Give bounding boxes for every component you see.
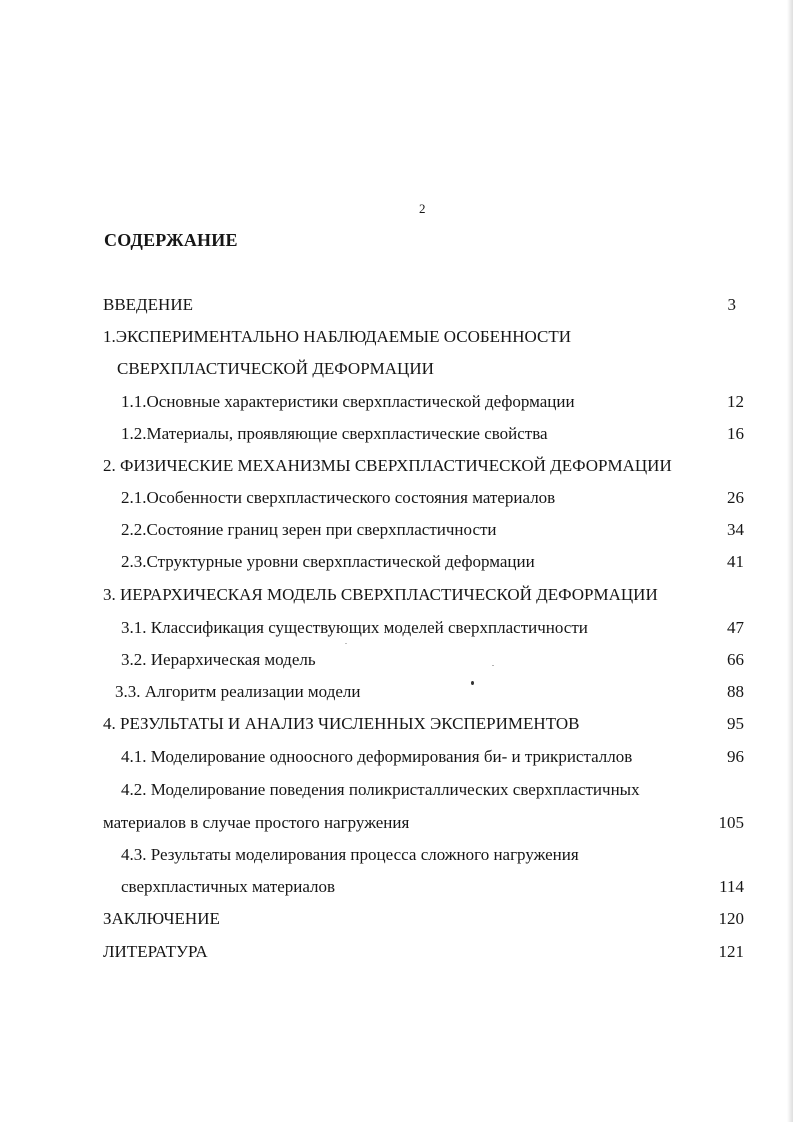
toc-entry-title: 2.3.Структурные уровни сверхпластической деформации: [121, 552, 535, 571]
scan-speck: [471, 681, 474, 685]
toc-entry-title: ЛИТЕРАТУРА: [103, 942, 208, 961]
toc-entry-page: 95: [727, 714, 744, 733]
toc-entry-title: 3. ИЕРАРХИЧЕСКАЯ МОДЕЛЬ СВЕРХПЛАСТИЧЕСКОЙ ДЕФОРМАЦИИ: [103, 585, 658, 604]
toc-entry-page: 105: [718, 813, 744, 832]
toc-entry-page: 120: [718, 909, 744, 928]
toc-entry-title: 2.2.Состояние границ зерен при сверхпластичности: [121, 520, 497, 539]
toc-entry-page: 26: [727, 488, 744, 507]
scan-speck: [492, 665, 494, 666]
toc-entry-title: 1.2.Материалы, проявляющие сверхпластические свойства: [121, 424, 548, 443]
toc-entry-page: 3: [727, 295, 736, 314]
toc-entry-page: 47: [727, 618, 744, 637]
scan-edge-shadow: [787, 0, 793, 1122]
toc-entry-title: 4.2. Моделирование поведения поликристаллических сверхпластичных: [121, 780, 640, 799]
toc-entry-title: 1.1.Основные характеристики сверхпластической деформации: [121, 392, 575, 411]
toc-entry-title: 2. ФИЗИЧЕСКИЕ МЕХАНИЗМЫ СВЕРХПЛАСТИЧЕСКОЙ ДЕФОРМАЦИИ: [103, 456, 672, 475]
toc-entry-title: ВВЕДЕНИЕ: [103, 295, 193, 314]
scan-speck: [345, 643, 347, 644]
toc-entry-title: 1.ЭКСПЕРИМЕНТАЛЬНО НАБЛЮДАЕМЫЕ ОСОБЕННОСТИ: [103, 327, 572, 346]
toc-entry-title: 4.3. Результаты моделирования процесса сложного нагружения: [121, 845, 579, 864]
toc-entry-title: 2.1.Особенности сверхпластического состояния материалов: [121, 488, 556, 507]
toc-heading: СОДЕРЖАНИЕ: [104, 230, 238, 250]
toc-entry-page: 114: [719, 877, 744, 896]
toc-entry-page: 66: [727, 650, 744, 669]
toc-entry-page: 34: [727, 520, 744, 539]
toc-entry-page: 16: [727, 424, 744, 443]
toc-entry-page: 88: [727, 682, 744, 701]
toc-entry-title-continued: сверхпластичных материалов: [121, 877, 336, 896]
toc-entry-title-continued: СВЕРХПЛАСТИЧЕСКОЙ ДЕФОРМАЦИИ: [117, 359, 434, 378]
toc-entry-title: 4. РЕЗУЛЬТАТЫ И АНАЛИЗ ЧИСЛЕННЫХ ЭКСПЕРИМЕНТОВ: [103, 714, 580, 733]
toc-entry-title-continued: материалов в случае простого нагружения: [103, 813, 410, 832]
toc-entry-title: 4.1. Моделирование одноосного деформирования би- и трикристаллов: [121, 747, 633, 766]
toc-entry-title: 3.1. Классификация существующих моделей сверхпластичности: [121, 618, 588, 637]
toc-entry-page: 96: [727, 747, 744, 766]
toc-entry-title: 3.3. Алгоритм реализации модели: [115, 682, 361, 701]
toc-entry-title: 3.2. Иерархическая модель: [121, 650, 316, 669]
toc-entry-page: 121: [718, 942, 744, 961]
toc-entry-title: ЗАКЛЮЧЕНИЕ: [103, 909, 220, 928]
page-number: 2: [419, 201, 426, 216]
toc-entry-page: 12: [727, 392, 744, 411]
toc-entry-page: 41: [727, 552, 744, 571]
